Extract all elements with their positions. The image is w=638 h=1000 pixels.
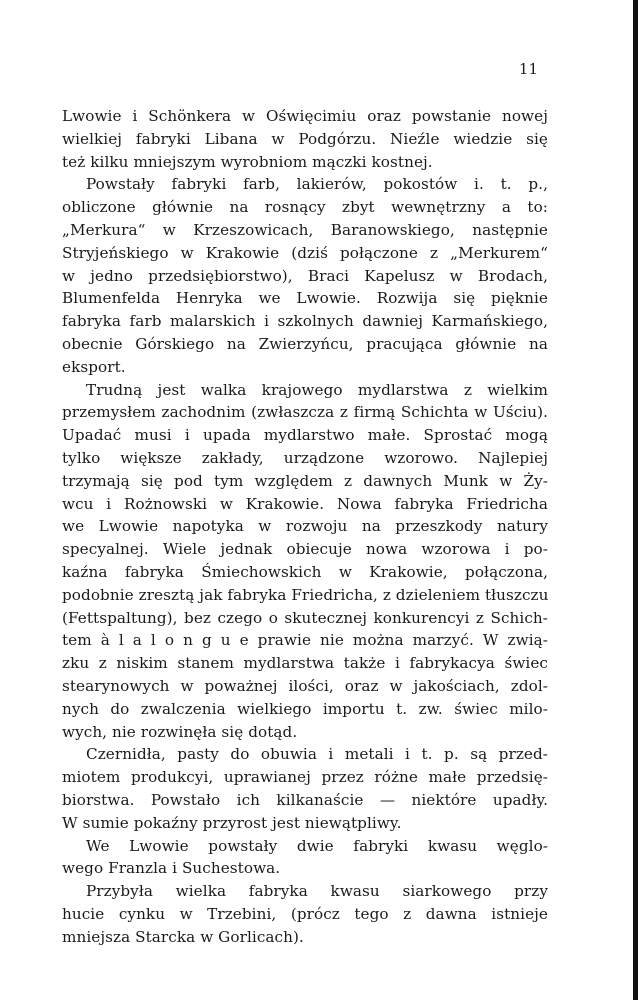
text-line: Blumenfelda Henryka we Lwowie. Rozwija się pięknie bbox=[62, 289, 548, 308]
text-line: Trudną jest walka krajowego mydlarstwa z wielkim bbox=[86, 380, 548, 399]
text-line: wych, nie rozwinęła się dotąd. bbox=[62, 722, 298, 741]
text-line: trzymają się pod tym względem z dawnych Munk w Ży- bbox=[62, 471, 548, 490]
page-number: 11 bbox=[518, 60, 538, 78]
text-line: Lwowie i Schönkera w Oświęcimiu oraz powstanie nowej bbox=[62, 107, 548, 125]
text-line: obecnie Górskiego na Zwierzyńcu, pracująca głównie na bbox=[62, 334, 548, 353]
page-edge bbox=[633, 0, 638, 1000]
text-line: (Fettspaltung), bez czego o skutecznej konkurencyi z Schich- bbox=[62, 608, 548, 627]
text-line: fabryka farb malarskich i szkolnych dawniej Karmańskiego, bbox=[62, 312, 548, 331]
text-line: stearynowych w poważnej ilości, oraz w jakościach, zdol- bbox=[62, 676, 548, 695]
text-line: hucie cynku w Trzebini, (prócz tego z dawna istnieje bbox=[62, 904, 548, 923]
text-line: tem à l a l o n g u e prawie nie można marzyć. W zwią- bbox=[62, 631, 548, 650]
text-line: podobnie zresztą jak fabryka Friedricha, z dzieleniem tłuszczu bbox=[62, 585, 549, 604]
text-line: też kilku mniejszym wyrobniom mączki kostnej. bbox=[62, 152, 433, 171]
text-line: Stryjeńskiego w Krakowie (dziś połączone z „Merkurem“ bbox=[62, 243, 548, 262]
body-text bbox=[62, 105, 548, 948]
text-line: wego Franzla i Suchestowa. bbox=[62, 859, 281, 878]
text-line: przemysłem zachodnim (zwłaszcza z firmą Schichta w Uściu). bbox=[62, 403, 548, 422]
text-line: obliczone głównie na rosnący zbyt wewnętrzny a to: bbox=[62, 198, 548, 217]
text-line: Przybyła wielka fabryka kwasu siarkowego przy bbox=[86, 882, 548, 901]
text-line: we Lwowie napotyka w rozwoju na przeszkody natury bbox=[62, 517, 548, 536]
text-line: kaźna fabryka Śmiechowskich w Krakowie, połączona, bbox=[62, 562, 548, 581]
text-line: biorstwa. Powstało ich kilkanaście — niektóre upadły. bbox=[62, 790, 548, 809]
text-line: „Merkura“ w Krzeszowicach, Baranowskiego, następnie bbox=[62, 220, 548, 239]
text-line: specyalnej. Wiele jednak obiecuje nowa wzorowa i po- bbox=[62, 540, 548, 559]
text-line: eksport. bbox=[62, 357, 126, 376]
text-line: nych do zwalczenia wielkiego importu t. zw. świec milo- bbox=[62, 699, 548, 718]
text-line: zku z niskim stanem mydlarstwa także i fabrykacya świec bbox=[62, 654, 548, 673]
text-line: miotem produkcyi, uprawianej przez różne małe przedsię- bbox=[62, 768, 548, 787]
text-line: Upadać musi i upada mydlarstwo małe. Sprostać mogą bbox=[62, 426, 548, 445]
text-line: W sumie pokaźny przyrost jest niewątpliwy. bbox=[62, 813, 402, 832]
text-line: w jedno przedsiębiorstwo), Braci Kapelusz w Brodach, bbox=[62, 266, 548, 285]
text-line: Powstały fabryki farb, lakierów, pokostów i. t. p., bbox=[86, 175, 548, 194]
text-line: Czernidła, pasty do obuwia i metali i t. p. są przed- bbox=[86, 745, 548, 764]
text-line: mniejsza Starcka w Gorlicach). bbox=[62, 927, 304, 946]
text-line: We Lwowie powstały dwie fabryki kwasu węglo- bbox=[86, 836, 548, 855]
text-line: wcu i Rożnowski w Krakowie. Nowa fabryka Friedricha bbox=[62, 494, 548, 513]
text-line: tylko większe zakłady, urządzone wzorowo. Najlepiej bbox=[62, 448, 548, 467]
text-line: wielkiej fabryki Libana w Podgórzu. Nieźle wiedzie się bbox=[62, 129, 548, 148]
